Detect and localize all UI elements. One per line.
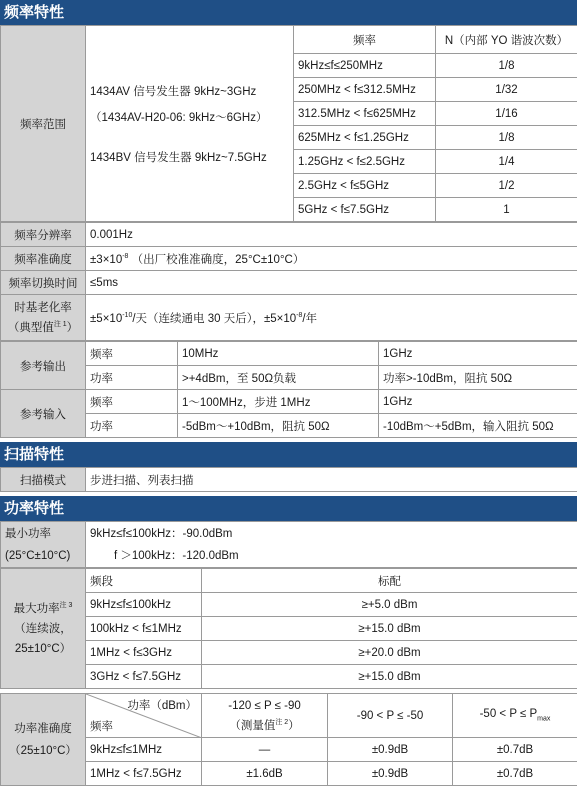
power-accuracy-value: ±1.6dB xyxy=(202,762,328,786)
diagonal-top-label: 功率（dBm） xyxy=(127,697,197,713)
accuracy-value xyxy=(86,247,577,271)
aging-note: 注 1 xyxy=(54,321,67,328)
max-power-band: 100kHz < f≤1MHz xyxy=(86,617,202,641)
power-accuracy-value: ±0.7dB xyxy=(453,762,577,786)
harmonic-header-freq: 频率 xyxy=(294,26,436,54)
diagonal-header-cell xyxy=(86,694,202,738)
ref-in-value-b: -10dBm～+5dBm，输入阻抗 50Ω xyxy=(379,414,577,438)
harmonic-freq: 2.5GHz < f≤5GHz xyxy=(294,174,436,198)
accuracy-exp: -8 xyxy=(122,253,128,260)
power-accuracy-value: ±0.9dB xyxy=(328,762,453,786)
harmonic-n: 1/32 xyxy=(436,78,577,102)
harmonic-n: 1/8 xyxy=(436,126,577,150)
freq-specs-table xyxy=(0,222,577,341)
freq-range-table xyxy=(0,25,577,222)
max-power-value: ≥+20.0 dBm xyxy=(202,641,577,665)
power-accuracy-value: ±0.9dB xyxy=(328,738,453,762)
accuracy-note: （出厂校准准确度，25°C±10°C） xyxy=(132,254,305,266)
max-power-header-std: 标配 xyxy=(202,569,577,593)
resolution-value: 0.001Hz xyxy=(86,223,577,247)
power-accuracy-label xyxy=(1,694,86,786)
ref-in-value-a: 1～100MHz，步进 1MHz xyxy=(178,390,379,414)
max-power-label-line-2: （连续波， xyxy=(5,619,81,639)
power-range-header-2: -90 < P ≤ -50 xyxy=(328,694,453,738)
ref-out-value-b: 功率>-10dBm，阻抗 50Ω xyxy=(379,366,577,390)
power-range-header-1: -120 ≤ P ≤ -90 （测量值$^{注 2}$） xyxy=(202,694,328,738)
harmonic-freq: 312.5MHz < f≤625MHz xyxy=(294,102,436,126)
sweep-table xyxy=(0,467,577,492)
harmonic-freq: 625MHz < f≤1.25GHz xyxy=(294,126,436,150)
diagonal-bottom-label: 频率 xyxy=(90,718,113,734)
harmonic-n: 1/8 xyxy=(436,54,577,78)
power-accuracy-band: 9kHz≤f≤1MHz xyxy=(86,738,202,762)
max-power-label-line-3: 25±10°C） xyxy=(5,639,81,659)
max-power-band: 1MHz < f≤3GHz xyxy=(86,641,202,665)
min-power-value xyxy=(86,522,577,568)
max-power-value: ≥+15.0 dBm xyxy=(202,617,577,641)
aging-label-line-1: 时基老化率 xyxy=(5,298,81,318)
aging-label xyxy=(1,295,86,341)
freq-range-label: 频率范围 xyxy=(1,26,86,222)
freq-range-line-1: 1434AV 信号发生器 9kHz~3GHz xyxy=(90,83,289,99)
ref-in-value-a: -5dBm～+10dBm，阻抗 50Ω xyxy=(178,414,379,438)
section-frequency-title: 频率特性 xyxy=(0,0,577,25)
ref-out-value-a: 10MHz xyxy=(178,342,379,366)
section-sweep-title: 扫描特性 xyxy=(0,442,577,467)
aging-label-line-2: （典型值$^{注 1}$） xyxy=(5,318,81,338)
harmonic-n: 1/2 xyxy=(436,174,577,198)
min-power-table xyxy=(0,521,577,568)
harmonic-header-n: N（内部 YO 谐波次数） xyxy=(436,26,577,54)
max-power-band: 9kHz≤f≤100kHz xyxy=(86,593,202,617)
freq-range-line-2: （1434AV-H20-06: 9kHz～6GHz） xyxy=(90,109,289,125)
switch-time-label: 频率切换时间 xyxy=(1,271,86,295)
max-power-header-band: 频段 xyxy=(86,569,202,593)
power-accuracy-label-line-2: （25±10°C） xyxy=(5,740,81,762)
max-power-note: 注 3 xyxy=(60,602,73,609)
harmonic-n: 1 xyxy=(436,198,577,222)
ref-in-value-b: 1GHz xyxy=(379,390,577,414)
ref-out-value-a: >+4dBm，至 50Ω负载 xyxy=(178,366,379,390)
ref-in-param: 频率 xyxy=(86,390,178,414)
harmonic-freq: 5GHz < f≤7.5GHz xyxy=(294,198,436,222)
ref-out-param: 功率 xyxy=(86,366,178,390)
min-power-label-line-1: 最小功率 xyxy=(5,523,81,545)
harmonic-n: 1/4 xyxy=(436,150,577,174)
harmonic-freq: 9kHz≤f≤250MHz xyxy=(294,54,436,78)
max-power-value: ≥+5.0 dBm xyxy=(202,593,577,617)
power-accuracy-label-line-1: 功率准确度 xyxy=(5,718,81,740)
power-range-1-line-1: -120 ≤ P ≤ -90 xyxy=(206,696,323,716)
ref-in-label: 参考输入 xyxy=(1,390,86,438)
accuracy-base: ±3×10 xyxy=(90,254,122,266)
power-accuracy-band: 1MHz < f≤7.5GHz xyxy=(86,762,202,786)
power-accuracy-value: ±0.7dB xyxy=(453,738,577,762)
sweep-mode-label: 扫描模式 xyxy=(1,468,86,492)
section-power-title: 功率特性 xyxy=(0,496,577,521)
min-power-label xyxy=(1,522,86,568)
min-power-label-line-2: (25°C±10°C) xyxy=(5,545,81,567)
min-power-line-1: 9kHz≤f≤100kHz：-90.0dBm xyxy=(90,523,573,545)
switch-time-value: ≤5ms xyxy=(86,271,577,295)
min-power-line-2: f ＞100kHz：-120.0dBm xyxy=(90,545,573,567)
harmonic-freq: 1.25GHz < f≤2.5GHz xyxy=(294,150,436,174)
ref-out-value-b: 1GHz xyxy=(379,342,577,366)
power-accuracy-value: — xyxy=(202,738,328,762)
freq-range-line-3: 1434BV 信号发生器 9kHz~7.5GHz xyxy=(90,149,289,165)
max-power-band: 3GHz < f≤7.5GHz xyxy=(86,665,202,689)
resolution-label: 频率分辨率 xyxy=(1,223,86,247)
aging-value: $\pm 5\times 10^{-10}/$天（连续通电 30 天后），$\pm 5\times 10^{-8}/$年 xyxy=(86,295,577,341)
freq-range-description xyxy=(86,26,294,222)
power-range-note: 注 2 xyxy=(275,719,288,726)
harmonic-n: 1/16 xyxy=(436,102,577,126)
ref-in-param: 功率 xyxy=(86,414,178,438)
sweep-mode-value: 步进扫描、列表扫描 xyxy=(86,468,577,492)
accuracy-label: 频率准确度 xyxy=(1,247,86,271)
ref-out-param: 频率 xyxy=(86,342,178,366)
reference-table xyxy=(0,341,577,438)
max-power-table xyxy=(0,568,577,689)
ref-out-label: 参考输出 xyxy=(1,342,86,390)
max-power-label-line-1: 最大功率 xyxy=(14,603,60,615)
max-power-label xyxy=(1,569,86,689)
max-power-value: ≥+15.0 dBm xyxy=(202,665,577,689)
power-range-header-3: $-50 < P \le P_{max}$ xyxy=(453,694,577,738)
power-accuracy-table xyxy=(0,693,577,786)
harmonic-freq: 250MHz < f≤312.5MHz xyxy=(294,78,436,102)
